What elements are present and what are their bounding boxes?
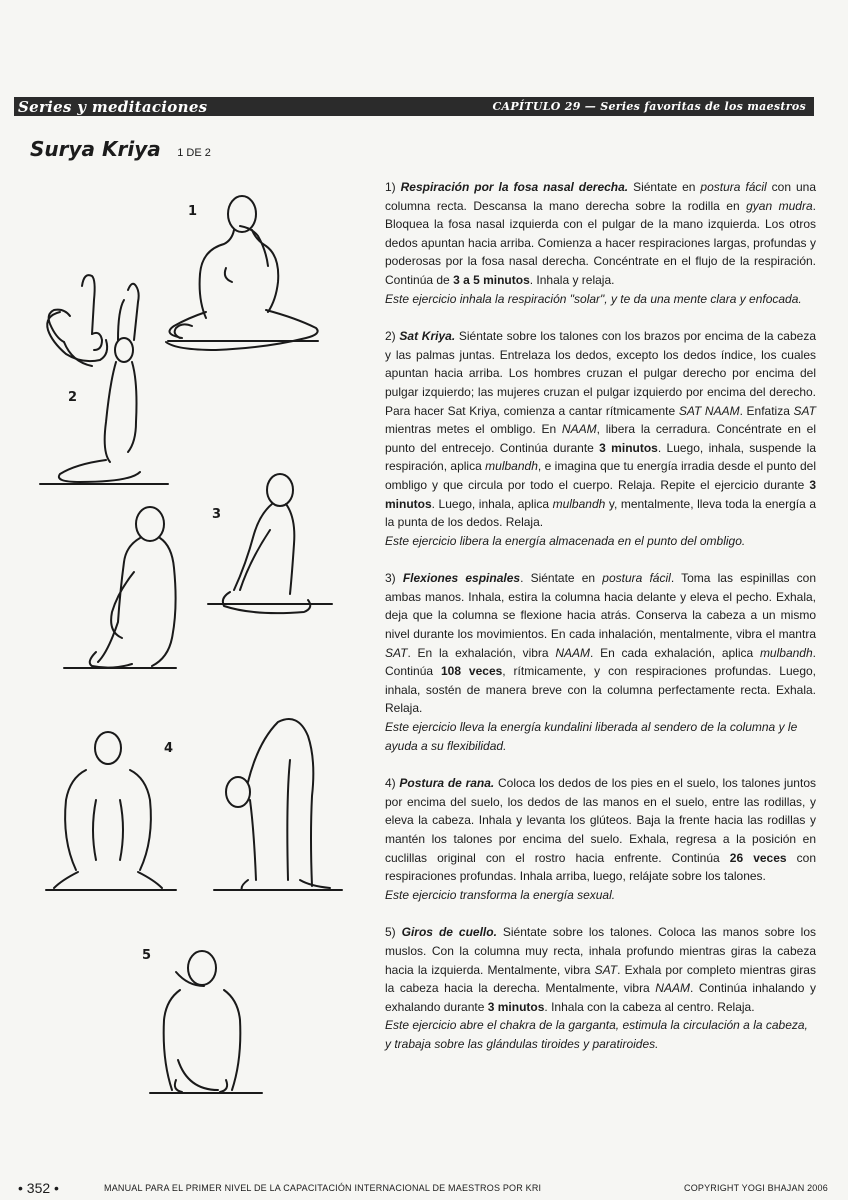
italic-term: NAAM bbox=[555, 645, 591, 660]
bold-duration: 108 veces bbox=[440, 664, 503, 679]
exercise-number: 4) bbox=[385, 776, 396, 791]
exercise-benefit-note: Este ejercicio transforma la energía sexual. bbox=[385, 887, 616, 902]
instruction-text: . Bloquea la fosa nasal izquierda con el pulgar de la mano izquierda. Los otros dedos apuntan hacia arriba. Comienza a hacer respiraciones largas, profundas y poderosas por la fosa nasal derecha. Concéntrate en el flujo de la respiración. Continúa de bbox=[385, 198, 816, 287]
figure-number-2: 2 bbox=[68, 390, 78, 405]
figure-3a-illustration bbox=[64, 507, 176, 668]
copyright-notice: COPYRIGHT YOGI BHAJAN 2006 bbox=[684, 1183, 828, 1193]
exercise-instructions bbox=[385, 776, 816, 883]
bold-duration: 3 minutos bbox=[487, 999, 545, 1014]
instruction-text: , rítmicamente, y con respiraciones profundas. Luego, inhala, sostén de manera breve con la columna perfectamente recta. Exhala. Relaja. bbox=[385, 664, 816, 716]
figure-number-3: 3 bbox=[212, 507, 222, 522]
italic-term: mulbandh bbox=[485, 459, 538, 474]
instruction-text: , e imagina que tu energía irradia desde el punto del ombligo y que circula por todo el cuerpo. Relaja. Repite el ejercicio durante bbox=[385, 459, 816, 492]
instruction-text: Siéntate sobre los talones. Coloca las manos sobre los muslos. Con la columna muy recta, inhala profundo mientras giras la cabeza hacia la izquierda. Mentalmente, vibra bbox=[385, 925, 816, 977]
exercise-block bbox=[385, 327, 816, 550]
italic-term: NAAM bbox=[655, 981, 690, 996]
italic-term: SAT bbox=[385, 645, 408, 660]
instruction-text: . Enfatiza bbox=[739, 403, 794, 418]
exercise-benefit-note: Este ejercicio inhala la respiración "solar", y te da una mente clara y enfocada. bbox=[385, 291, 802, 306]
exercise-block bbox=[385, 178, 816, 308]
page-number: • 352 • bbox=[18, 1180, 59, 1196]
exercise-name: Sat Kriya. bbox=[399, 329, 456, 344]
instruction-text: y, mentalmente, lleva toda la energía a la punta de los dedos. Relaja. bbox=[385, 496, 816, 530]
instruction-text: . Toma las espinillas con ambas manos. Inhala, estira la columna hacia delante y eleva el pecho. Exhala, deja que la columna se flexione hacia atrás. Conserva la cabeza a un mismo nivel durante los movimientos. En cada inhalación, mentalmente, vibra el mantra bbox=[385, 571, 817, 642]
figure-number-4: 4 bbox=[164, 741, 174, 756]
exercise-body bbox=[385, 569, 816, 718]
instruction-text: mientras metes el ombligo. En bbox=[385, 422, 562, 437]
exercise-benefit-note: Este ejercicio abre el chakra de la garganta, estimula la circulación a la cabeza, y trabaja sobre las glándulas tiroides y paratiroides. bbox=[385, 1018, 808, 1051]
exercise-name: Flexiones espinales bbox=[402, 571, 521, 586]
bold-duration: 3 minutos bbox=[385, 477, 816, 511]
instruction-text: . En la exhalación, vibra bbox=[407, 645, 556, 660]
instruction-text: . Siéntate en bbox=[520, 571, 603, 586]
exercise-body bbox=[385, 178, 816, 290]
italic-term: gyan mudra bbox=[746, 198, 813, 213]
instruction-text: . Inhala con la cabeza al centro. Relaja. bbox=[544, 999, 755, 1014]
exercise-number: 5) bbox=[385, 925, 396, 940]
exercise-name: Respiración por la fosa nasal derecha. bbox=[400, 180, 629, 194]
bold-duration: 26 veces bbox=[729, 850, 787, 865]
instruction-text: . Inhala y relaja. bbox=[529, 272, 615, 287]
figure-4b-illustration bbox=[214, 719, 342, 890]
italic-term: mulbandh bbox=[552, 496, 606, 511]
instruction-text: con respiraciones profundas. Inhala arriba, luego, relájate sobre los talones. bbox=[385, 850, 816, 884]
instruction-text: con una columna recta. Descansa la mano derecha sobre la rodilla en bbox=[385, 180, 816, 213]
exercise-benefit-note: Este ejercicio lleva la energía kundalini liberada al sendero de la columna y le ayuda a su flexibilidad. bbox=[385, 720, 798, 753]
bold-duration: 3 minutos bbox=[599, 440, 658, 455]
section-title: Series y meditaciones bbox=[18, 97, 208, 116]
italic-term: NAAM bbox=[561, 422, 597, 437]
exercise-name: Postura de rana. bbox=[399, 776, 495, 791]
instruction-text: . Continúa bbox=[385, 645, 816, 679]
figure-1-illustration bbox=[166, 196, 318, 350]
exercise-name: Giros de cuello. bbox=[401, 925, 497, 940]
italic-term: postura fácil bbox=[700, 180, 767, 194]
chapter-title: CAPÍTULO 29 — Series favoritas de los maestros bbox=[492, 100, 806, 113]
instruction-text: , libera la cerradura. Concéntrate en el punto del entrecejo. Continúa durante bbox=[385, 422, 816, 455]
exercise-body bbox=[385, 923, 816, 1016]
part-indicator: 1 DE 2 bbox=[177, 147, 211, 159]
figure-4a-illustration bbox=[46, 732, 176, 890]
instruction-text: Siéntate sobre los talones con los brazos por encima de la cabeza y las palmas juntas. Entrelaza los dedos, excepto los dedos índice, los cuales apuntan hacia arriba. Los hombres cruzan el pulgar derecho por encima del pulgar izquierdo; las mujeres cruzan el pulgar izquierdo por encima del derecho. Para hacer Sat Kriya, comienza a cantar rítmicamente bbox=[385, 329, 816, 418]
exercise-benefit-note: Este ejercicio libera la energía almacenada en el punto del ombligo. bbox=[385, 533, 746, 548]
italic-term: SAT bbox=[793, 403, 816, 418]
exercise-number: 1) bbox=[385, 180, 396, 194]
figure-2-illustration bbox=[40, 284, 168, 484]
figure-number-1: 1 bbox=[188, 204, 198, 219]
instruction-text: Siéntate en bbox=[628, 180, 701, 194]
hand-mudra-detail bbox=[47, 275, 107, 366]
bold-duration: 3 a 5 minutos bbox=[453, 272, 530, 287]
exercise-block bbox=[385, 923, 816, 1053]
italic-term: SAT bbox=[594, 962, 618, 977]
instruction-text: . Continúa inhalando y exhalando durante bbox=[385, 981, 817, 1014]
kriya-title: Surya Kriya bbox=[30, 137, 161, 161]
manual-title: MANUAL PARA EL PRIMER NIVEL DE LA CAPACITACIÓN INTERNACIONAL DE MAESTROS POR KRI bbox=[104, 1183, 542, 1193]
figure-number-5: 5 bbox=[142, 948, 152, 963]
italic-term: mulbandh bbox=[759, 645, 813, 660]
instruction-text: . Luego, inhala, aplica bbox=[431, 496, 553, 511]
exercise-instructions bbox=[385, 571, 816, 715]
exercise-number: 3) bbox=[385, 571, 396, 586]
italic-term: postura fácil bbox=[602, 571, 671, 586]
instructions-column bbox=[385, 178, 816, 1054]
exercise-body bbox=[385, 327, 816, 532]
exercise-instructions bbox=[385, 180, 816, 287]
italic-term: SAT NAAM bbox=[678, 403, 740, 418]
page-title bbox=[30, 137, 211, 161]
figure-3b-illustration bbox=[208, 474, 332, 613]
chapter-header-bar bbox=[14, 97, 814, 116]
instruction-text: . Exhala por completo mientras giras la cabeza hacia la derecha. Mentalmente, vibra bbox=[385, 962, 816, 996]
exercise-number: 2) bbox=[385, 329, 396, 344]
instruction-text: . Luego, inhala, suspende la respiración, aplica bbox=[385, 440, 816, 474]
exercise-block bbox=[385, 569, 816, 755]
exercise-body bbox=[385, 774, 816, 886]
figure-5-illustration bbox=[150, 951, 262, 1093]
exercise-block bbox=[385, 774, 816, 904]
page-footer bbox=[0, 1180, 848, 1199]
exercise-instructions bbox=[385, 329, 816, 529]
instruction-text: . En cada exhalación, aplica bbox=[590, 645, 760, 660]
instruction-text: Coloca los dedos de los pies en el suelo, los talones juntos por encima del suelo, los dedos de las manos en el suelo, entre las rodillas, y eleva la cabeza. Inhala y levanta los glúteos. Baja la frente hacia las rodillas y mantén los talones por encima del suelo. Exhala, regresa a la posición en cuclillas original con el rostro hacia enfrente. Continúa bbox=[385, 776, 816, 865]
